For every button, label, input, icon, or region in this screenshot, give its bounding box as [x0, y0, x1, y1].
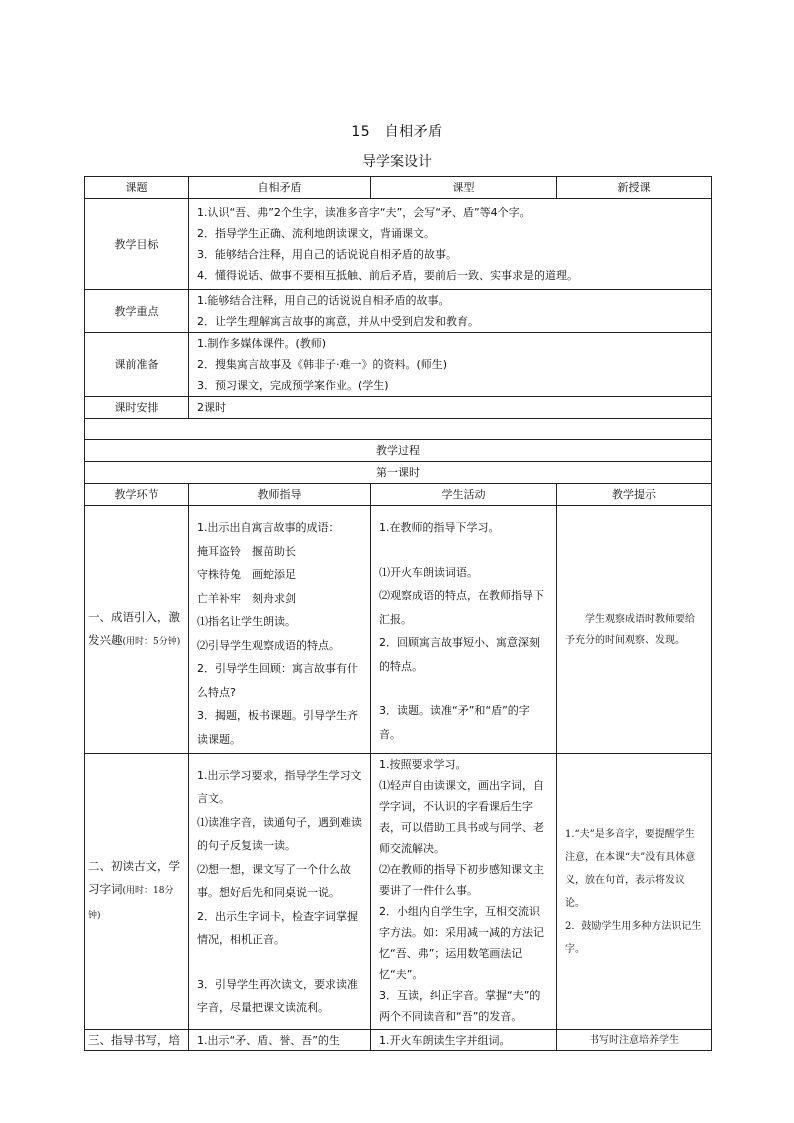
- goal-line: 4．懂得说话、做事不要相互抵触、前后矛盾，要前后一致、实事求是的道理。: [197, 269, 578, 282]
- table-row-prep: [85, 333, 712, 397]
- focus-line: 2．让学生理解寓言故事的寓意，并从中受到启发和教育。: [197, 315, 479, 328]
- stage-2-time: (用时：18分钟): [88, 886, 174, 921]
- table-row-process-title: [85, 440, 712, 462]
- prep-line: 3．预习课文，完成预学案作业。(学生): [197, 379, 389, 392]
- focus-content: [189, 290, 712, 333]
- topic-label: 课题: [85, 177, 189, 199]
- prep-line: 1.制作多媒体课件。(教师): [197, 337, 327, 350]
- table-row-stage-2: [85, 754, 712, 1030]
- lesson-plan-table: [84, 176, 712, 1051]
- lesson-title: 第一课时: [85, 462, 712, 484]
- goals-content: [189, 199, 712, 290]
- stage-2-label: 二、初读古文，学习字词(用时：18分钟): [85, 754, 189, 1030]
- goals-label: 教学目标: [85, 199, 189, 290]
- stage-3-tips: 书写时注意培养学生: [557, 1030, 712, 1051]
- schedule-label: 课时安排: [85, 397, 189, 419]
- table-row-columns: [85, 484, 712, 506]
- stage-1-label: 一、成语引入，激发兴趣(用时：5分钟): [85, 506, 189, 754]
- table-row-spacer: [85, 419, 712, 440]
- type-value: 新授课: [557, 177, 712, 199]
- schedule-value: 2课时: [189, 397, 712, 419]
- prep-line: 2．搜集寓言故事及《韩非子·难一》的资料。(师生): [197, 358, 448, 371]
- col-stage: 教学环节: [85, 484, 189, 506]
- prep-content: [189, 333, 712, 397]
- table-row-header: [85, 177, 712, 199]
- goal-line: 1.认识“吾、弗”2个生字，读准多音字“夫”，会写“矛、盾”等4个字。: [197, 206, 531, 219]
- document-title: 15 自相矛盾: [351, 124, 443, 140]
- table-row-schedule: [85, 397, 712, 419]
- process-title: 教学过程: [85, 440, 712, 462]
- prep-label: 课前准备: [85, 333, 189, 397]
- goal-line: 2．指导学生正确、流利地朗读课文，背诵课文。: [197, 227, 435, 240]
- stage-2-student: 1.按照要求学习。 ⑴轻声自由读课文，画出字词，自学字词，不认识的字看课后生字表，可以借助工具书或与同学、老师交流解决。 ⑵在教师的指导下初步感知课文主要讲了一件什么事。 2．小组内自学生字，互相交流识字方法。如：采用减一减的方法记忆“吾、弗”；运用数笔画法记忆“夫”。 3．互读，纠正字音。掌握“夫”的两个不同读音和“吾”的发音。: [371, 754, 557, 1030]
- table-row-focus: [85, 290, 712, 333]
- col-teacher: 教师指导: [189, 484, 371, 506]
- stage-3-teacher: 1.出示“矛、盾、誉、吾”的生: [189, 1030, 371, 1051]
- table-row-stage-3: [85, 1030, 712, 1051]
- stage-2-teacher: 1.出示学习要求，指导学生学习文言文。 ⑴读准字音，读通句子，遇到难读的句子反复读一读。 ⑵想一想，课文写了一个什么故事。想好后先和同桌说一说。 2．出示生字词卡，检查字词掌握情况，相机正音。 3．引导学生再次读文，要求读准字音，尽量把课文读流利。: [189, 754, 371, 1030]
- focus-line: 1.能够结合注释，用自己的话说说自相矛盾的故事。: [197, 294, 450, 307]
- stage-1-teacher: 1.出示出自寓言故事的成语： 掩耳盗铃 揠苗助长 守株待兔 画蛇添足 亡羊补牢 刻舟求剑 ⑴指名让学生朗读。 ⑵引导学生观察成语的特点。 2．引导学生回顾：寓言故事有什么特点? 3．揭题，板书课题。引导学生齐读课题。: [189, 506, 371, 754]
- table-row-lesson-title: [85, 462, 712, 484]
- stage-1-time: (用时：5分钟): [122, 636, 181, 647]
- table-row-stage-1: [85, 506, 712, 754]
- topic-value: 自相矛盾: [189, 177, 371, 199]
- stage-1-tips: 学生观察成语时教师要给予充分的时间观察、发现。: [557, 506, 712, 754]
- stage-1-student: 1.在教师的指导下学习。 ⑴开火车朗读词语。 ⑵观察成语的特点，在教师指导下汇报。 2．回顾寓言故事短小、寓意深刻的特点。 3．读题。读准“矛”和“盾”的字音。: [371, 506, 557, 754]
- col-tips: 教学提示: [557, 484, 712, 506]
- stage-3-label: 三、指导书写，培: [85, 1030, 189, 1051]
- document-subtitle: 导学案设计: [362, 154, 432, 170]
- table-row-goals: [85, 199, 712, 290]
- focus-label: 教学重点: [85, 290, 189, 333]
- type-label: 课型: [371, 177, 557, 199]
- goal-line: 3．能够结合注释，用自己的话说说自相矛盾的故事。: [197, 248, 457, 261]
- col-student: 学生活动: [371, 484, 557, 506]
- stage-2-tips: 1.“夫”是多音字，要提醒学生注意，在本课“夫”没有具体意义，放在句首，表示将发议论。 2．鼓励学生用多种方法识记生字。: [557, 754, 712, 1030]
- stage-3-student: 1.开火车朗读生字并组词。: [371, 1030, 557, 1051]
